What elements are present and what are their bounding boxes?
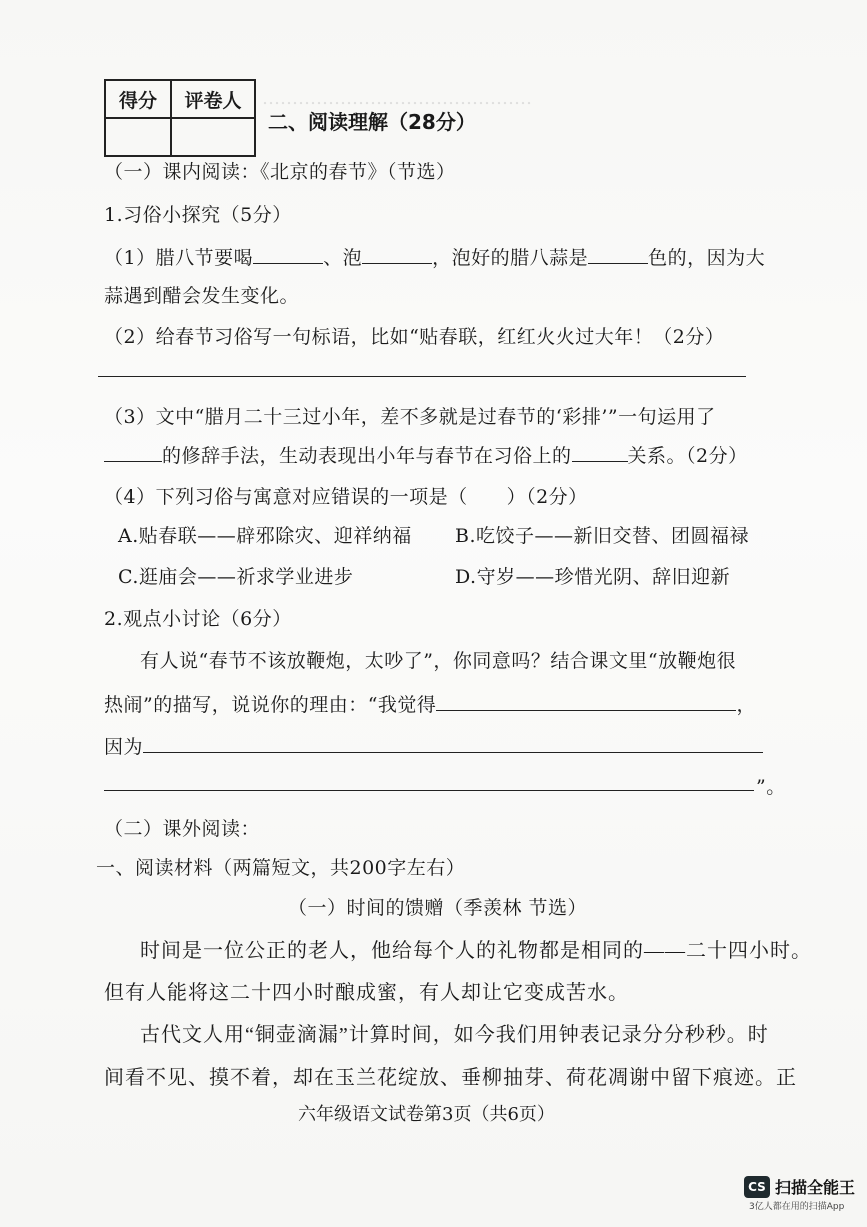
q2-because: 因为 — [104, 736, 144, 758]
q2-line3 — [104, 732, 763, 759]
part1-title: （一）课内阅读：《北京的春节》（节选） — [104, 161, 456, 183]
answer-blank[interactable] — [588, 245, 648, 264]
page-footer: 六年级语文试卷第3页（共6页） — [298, 1104, 555, 1125]
article-para1-line1: 时间是一位公正的老人，他给每个人的礼物都是相同的——二十四小时。 — [140, 940, 812, 962]
q2-title: 2.观点小讨论（6分） — [104, 608, 292, 630]
grader-cell — [171, 118, 255, 156]
q1-sub1-text-a: （1）腊八节要喝 — [104, 247, 254, 269]
q1-sub3-line2 — [104, 441, 748, 468]
answer-blank[interactable] — [104, 443, 162, 462]
part2-subtitle: 一、阅读材料（两篇短文，共200字左右） — [96, 857, 466, 879]
q1-sub1-text-c: ，泡好的腊八蒜是 — [432, 247, 589, 269]
answer-line[interactable] — [104, 790, 754, 791]
q1-sub2: （2）给春节习俗写一句标语，比如“贴春联，红红火火过大年！（2分） — [104, 326, 725, 348]
watermark-name: 扫描全能王 — [775, 1178, 856, 1197]
answer-blank[interactable] — [436, 692, 736, 711]
option-b[interactable]: B.吃饺子——新旧交替、团圆福禄 — [455, 525, 750, 547]
q1-sub4: （4）下列习俗与寓意对应错误的一项是（ ）（2分） — [104, 486, 588, 508]
answer-blank[interactable] — [253, 245, 323, 264]
answer-blank[interactable] — [572, 443, 628, 462]
q2-line1: 有人说“春节不该放鞭炮，太吵了”，你同意吗？结合课文里“放鞭炮很 — [140, 650, 737, 672]
article-para2-line1: 古代文人用“铜壶滴漏”计算时间，如今我们用钟表记录分分秒秒。时 — [140, 1024, 769, 1046]
q1-sub1-line2: 蒜遇到醋会发生变化。 — [104, 285, 300, 307]
q1-sub1-text-b: 、泡 — [323, 247, 363, 269]
scanner-watermark — [744, 1175, 855, 1198]
camscanner-logo-icon: CS — [744, 1176, 770, 1198]
q2-line2-text: 热闹”的描写，说说你的理由：“我觉得 — [104, 694, 437, 716]
bleed-through-text: ……………………………………… — [262, 88, 532, 109]
option-c[interactable]: C.逛庙会——祈求学业进步 — [118, 566, 354, 588]
q1-sub3-line1: （3）文中“腊月二十三过小年，差不多就是过春节的‘彩排’”一句运用了 — [104, 406, 716, 428]
grader-header: 评卷人 — [171, 80, 255, 118]
part2-title: （二）课外阅读： — [104, 818, 261, 840]
watermark-tagline: 3亿人都在用的扫描App — [749, 1202, 845, 1212]
answer-blank[interactable] — [143, 734, 763, 753]
option-a[interactable]: A.贴春联——辟邪除灾、迎祥纳福 — [118, 525, 412, 547]
q2-line2 — [104, 690, 756, 717]
q1-title: 1.习俗小探究（5分） — [104, 204, 292, 226]
q1-sub3-text-c: 关系。（2分） — [627, 445, 748, 467]
score-table — [104, 79, 256, 157]
q2-line2-comma: ， — [736, 694, 756, 716]
answer-line[interactable] — [98, 376, 746, 377]
q1-sub1-text-d: 色的，因为大 — [648, 247, 766, 269]
answer-blank[interactable] — [362, 245, 432, 264]
q1-sub1 — [104, 243, 765, 270]
article-para2-line2: 间看不见、摸不着，却在玉兰花绽放、垂柳抽芽、荷花凋谢中留下痕迹。正 — [104, 1067, 797, 1089]
score-header: 得分 — [105, 80, 171, 118]
article-para1-line2: 但有人能将这二十四小时酿成蜜，有人却让它变成苦水。 — [104, 982, 629, 1004]
section-title: 二、阅读理解（28分） — [268, 110, 476, 134]
q1-sub3-text-b: 的修辞手法，生动表现出小年与春节在习俗上的 — [162, 445, 572, 467]
option-d[interactable]: D.守岁——珍惜光阴、辞旧迎新 — [455, 566, 731, 588]
score-cell — [105, 118, 171, 156]
article-title: （一）时间的馈赠（季羡林 节选） — [288, 897, 588, 919]
q2-end-quote: ”。 — [756, 776, 786, 798]
